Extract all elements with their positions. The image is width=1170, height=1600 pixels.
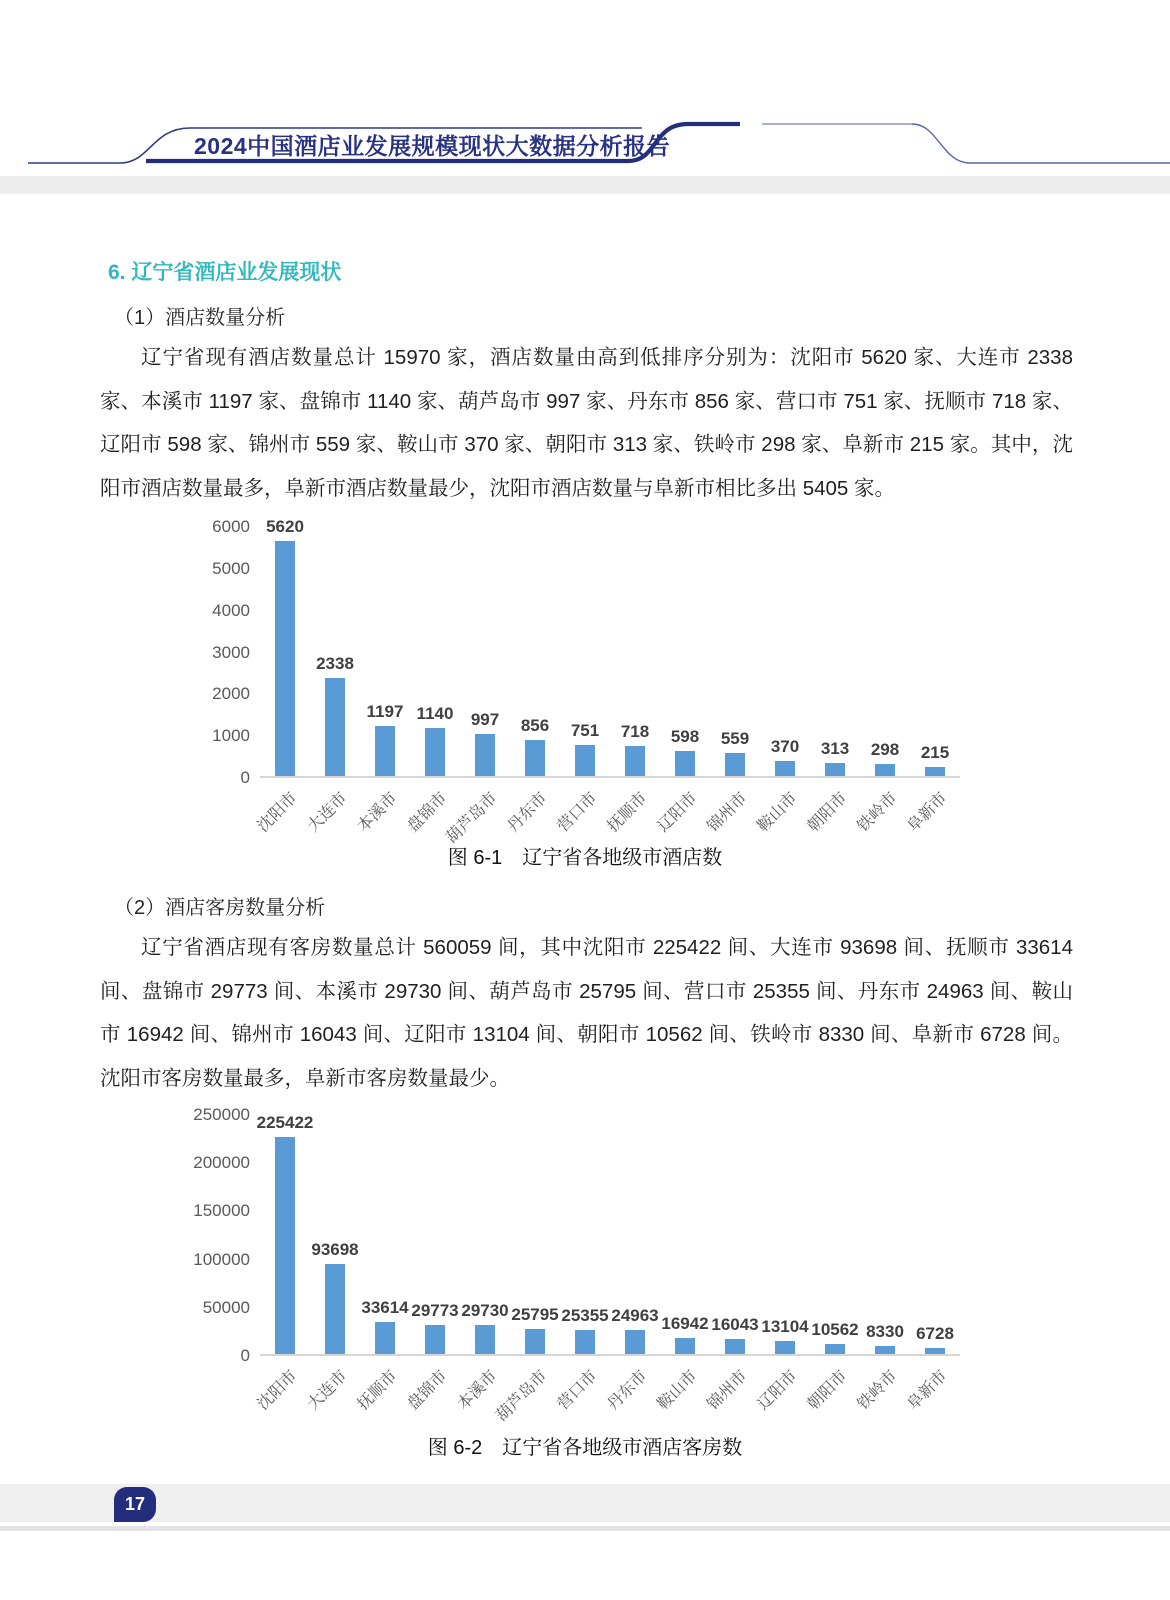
y-tick-label: 4000 [212,600,250,620]
figure-6-1-caption: 图 6-1 辽宁省各地级市酒店数 [447,847,723,869]
bar-slot [443,525,510,847]
bar-value-label: 25355 [561,1305,609,1325]
bar-value-label: 313 [820,738,850,758]
bar-value-label: 5620 [266,516,304,536]
report-title: 2024中国酒店业发展规模现状大数据分析报告 [194,133,671,159]
bar [675,1338,695,1354]
bar [825,763,845,776]
bar-value-label: 1140 [416,704,454,724]
x-tick-label: 鞍山市 [654,1367,701,1414]
bar [325,678,345,776]
bar-value-label: 13104 [761,1317,809,1337]
bar-value-label: 751 [570,720,600,740]
bar-slot [354,1113,410,1414]
bar-slot [493,1113,560,1425]
bar-slot [804,525,860,836]
bar-slot [454,1113,510,1414]
y-tick-label: 5000 [212,558,250,578]
footer-gray-band [0,1484,1170,1522]
bar-slot [654,1113,710,1414]
bar [275,1137,295,1354]
bar-slot [354,525,410,836]
bar [775,1341,795,1354]
bar-slot [704,525,760,836]
bar [575,745,595,776]
subsection-1-title: （1）酒店数量分析 [114,307,286,329]
footer-thin-line [0,1526,1170,1531]
bar [375,1322,395,1354]
bars-container [254,1112,960,1425]
x-tick-label: 葫芦岛市 [493,1367,551,1425]
bar-value-label: 298 [870,739,900,759]
bar-slot [704,1113,760,1414]
y-axis [180,1105,260,1365]
bar-slot [554,1113,610,1414]
bar-value-label: 33614 [361,1297,409,1317]
figure-6-2-caption: 图 6-2 辽宁省各地级市酒店客房数 [427,1437,743,1459]
bar [925,767,945,776]
room-count-chart [180,1105,960,1425]
bar-value-label: 29773 [411,1301,459,1321]
plot-area [254,1112,960,1425]
x-tick-label: 沈阳市 [254,1367,301,1414]
bar-slot [654,525,710,836]
x-tick-label: 大连市 [304,789,351,836]
x-tick-label: 锦州市 [704,789,751,836]
bar-slot [804,1113,860,1414]
bar-value-label: 370 [770,736,800,756]
x-tick-label: 阜新市 [904,789,951,836]
x-tick-label: 本溪市 [354,789,401,836]
subsection-1-paragraph: 辽宁省现有酒店数量总计 15970 家，酒店数量由高到低排序分别为：沈阳市 5620 家、大连市 2338 家、本溪市 1197 家、盘锦市 1140 家、葫芦岛市 997 家、丹东市 856 家、营口市 751 家、抚顺市 718 家、辽阳市 598 家、锦州市 559 家、鞍山市 370 家、朝阳市 313 家、铁岭市 298 家、阜新市 215 家。其中，沈阳市酒店数量最多，阜新市酒店数量最少，沈阳市酒店数量与阜新市相比多出 5405 家。 [100,346,1073,500]
bar-slot [604,525,660,836]
page-number-badge: 17 [114,1487,156,1522]
bar [275,541,295,776]
bar-slot [504,525,560,836]
y-tick-label: 1000 [212,726,250,746]
bar [775,761,795,776]
bar [875,764,895,776]
x-tick-label: 营口市 [554,789,601,836]
bar [825,1344,845,1354]
bar-value-label: 718 [620,721,650,741]
x-tick-label: 朝阳市 [804,1367,851,1414]
bar-slot [254,1112,314,1414]
bar [725,1339,745,1354]
bar-slot [754,1113,810,1414]
bar-slot [304,1113,360,1414]
y-tick-label: 100000 [193,1249,250,1269]
bar [925,1348,945,1354]
x-tick-label: 抚顺市 [604,789,651,836]
bar-value-label: 16043 [711,1314,759,1334]
header-gray-band [0,176,1170,194]
y-tick-label: 3000 [212,642,250,662]
bar [675,751,695,776]
bar-value-label: 24963 [611,1305,659,1325]
bar [625,1330,645,1354]
x-tick-label: 铁岭市 [854,1367,901,1414]
x-tick-label: 葫芦岛市 [443,789,501,847]
bar-slot [254,516,310,836]
y-tick-label: 6000 [212,517,250,536]
bar [325,1264,345,1354]
bar [475,734,495,776]
plot-area [254,516,960,847]
x-tick-label: 本溪市 [454,1367,501,1414]
bar-slot [904,525,960,836]
x-tick-label: 丹东市 [504,789,551,836]
x-tick-label: 沈阳市 [254,789,301,836]
x-tick-label: 朝阳市 [804,789,851,836]
bar-slot [404,525,460,836]
x-tick-label: 营口市 [554,1367,601,1414]
x-tick-label: 盘锦市 [404,789,451,836]
y-tick-label: 0 [240,1346,250,1365]
bar-value-label: 25795 [511,1305,559,1325]
bar [875,1346,895,1354]
bar-value-label: 6728 [916,1323,954,1343]
bar [425,1325,445,1354]
bar-slot [554,525,610,836]
bar-value-label: 215 [920,743,950,763]
bar [525,1329,545,1354]
bar-slot [604,1113,660,1414]
bar-value-label: 2338 [316,654,354,674]
y-tick-label: 150000 [193,1201,250,1221]
bar [625,746,645,776]
bar-slot [304,525,360,836]
bar [525,740,545,776]
y-tick-label: 50000 [202,1297,250,1317]
bar-value-label: 1197 [366,701,404,721]
x-tick-label: 辽阳市 [654,789,701,836]
y-tick-label: 2000 [212,684,250,704]
bar-value-label: 29730 [461,1301,509,1321]
x-tick-label: 鞍山市 [754,789,801,836]
subsection-2-title: （2）酒店客房数量分析 [114,897,326,919]
x-tick-label: 盘锦市 [404,1367,451,1414]
x-tick-label: 铁岭市 [854,789,901,836]
bar-slot [854,1113,910,1414]
y-tick-label: 200000 [193,1153,250,1173]
bar-value-label: 10562 [811,1319,859,1339]
y-tick-label: 0 [240,768,250,787]
bar-value-label: 997 [470,710,500,730]
bar [425,728,445,776]
bar-value-label: 225422 [256,1112,314,1132]
x-tick-label: 辽阳市 [754,1367,801,1414]
bar-slot [404,1113,460,1414]
x-tick-label: 锦州市 [704,1367,751,1414]
bars-container [254,516,960,847]
bar [475,1325,495,1354]
bar-slot [854,525,910,836]
x-tick-label: 大连市 [304,1367,351,1414]
bar-slot [904,1113,960,1414]
bar-value-label: 856 [520,716,550,736]
bar-value-label: 598 [670,726,700,746]
bar-slot [754,525,810,836]
bar [375,726,395,776]
x-tick-label: 抚顺市 [354,1367,401,1414]
section-heading: 6. 辽宁省酒店业发展现状 [108,261,342,284]
subsection-2-paragraph: 辽宁省酒店现有客房数量总计 560059 间，其中沈阳市 225422 间、大连市 93698 间、抚顺市 33614 间、盘锦市 29773 间、本溪市 29730 间、葫芦岛市 25795 间、营口市 25355 间、丹东市 24963 间、鞍山市 16942 间、锦州市 16043 间、辽阳市 13104 间、朝阳市 10562 间、铁岭市 8330 间、阜新市 6728 间。沈阳市客房数量最多，阜新市客房数量最少。 [100,936,1073,1090]
bar-value-label: 16942 [661,1313,709,1333]
bar-value-label: 559 [720,728,750,748]
x-tick-label: 阜新市 [904,1367,951,1414]
y-axis [180,517,260,787]
y-tick-label: 250000 [193,1105,250,1124]
bar-value-label: 93698 [311,1239,359,1259]
hotel-count-chart [180,516,960,847]
x-tick-label: 丹东市 [604,1367,651,1414]
bar-value-label: 8330 [866,1321,904,1341]
bar [575,1330,595,1354]
bar [725,753,745,776]
